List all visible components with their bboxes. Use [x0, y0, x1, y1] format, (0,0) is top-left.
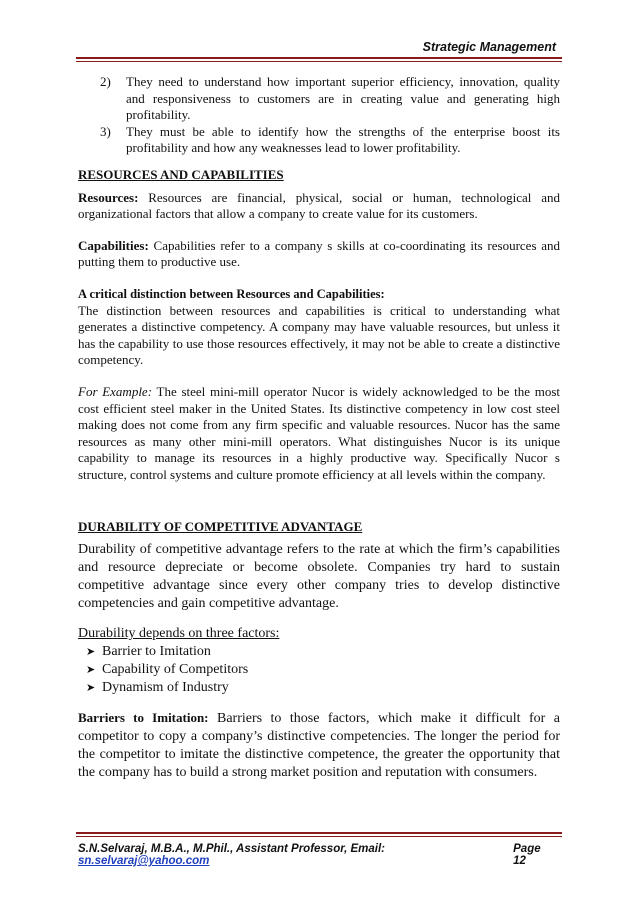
- footer: [78, 843, 556, 867]
- barriers-paragraph: [78, 709, 560, 782]
- list-text: They must be able to identify how the strengths of the enterprise boost its profitability and how any weaknesses lead to lower profitability.: [126, 123, 560, 156]
- factor-text: Barrier to Imitation: [102, 644, 211, 660]
- email-link[interactable]: sn.selvaraj@yahoo.com: [78, 855, 210, 867]
- header-title: Strategic Management: [422, 40, 556, 54]
- list-item: [100, 123, 560, 157]
- list-item: [86, 679, 560, 697]
- barriers-label: Barriers to Imitation:: [78, 710, 209, 726]
- example-label: For Example:: [78, 383, 153, 399]
- list-number: 3): [100, 123, 111, 139]
- example-paragraph: [78, 384, 560, 484]
- distinction-paragraph: The distinction between resources and capabilities is critical to understanding what generates a distinctive competency. A company may have valuable resources, but unless it has the capability to use those resources effectively, it may not be able to create a distinctive competency.: [78, 302, 560, 368]
- capabilities-text: Capabilities refer to a company s skills at co-coordinating its resources and putting them to productive use.: [78, 237, 560, 270]
- page-number: Page 12: [513, 843, 541, 867]
- capabilities-paragraph: [78, 238, 560, 271]
- arrow-bullet-icon: ➤: [86, 646, 96, 659]
- intro-list: [100, 74, 560, 157]
- factors-list: [78, 643, 560, 697]
- durability-paragraph: Durability of competitive advantage refers to the rate at which the firm’s capabilities and resource depreciate or become obsolete. Companies try hard to sustain competitive advantage since every other company tries to develop distinctive competencies and gain competitive advantage.: [78, 542, 560, 612]
- footer-rule: [76, 832, 562, 834]
- list-number: 2): [100, 74, 111, 89]
- list-item: [86, 643, 560, 661]
- factor-text: Dynamism of Industry: [102, 680, 229, 696]
- example-text: The steel mini-mill operator Nucor is widely acknowledged to be the most cost efficient steel maker in the United States. Its distinctive competency in low cost steel making does not come from any firm specific and valuable resources. Nucor has the same resources as many other mini-mill operators. What distinguishes Nucor is its unique capability to manage its resources in a highly productive way. Specifically Nucor s structure, control systems and culture promote efficiency at all levels within the company.: [78, 383, 561, 482]
- list-item: [86, 661, 560, 679]
- list-text: They need to understand how important superior efficiency, innovation, quality and responsiveness to customers are in creating value and generating high profitability.: [126, 74, 560, 123]
- section-heading-resources: RESOURCES AND CAPABILITIES: [78, 166, 284, 182]
- arrow-bullet-icon: ➤: [86, 682, 96, 695]
- capabilities-label: Capabilities:: [78, 237, 149, 253]
- footer-author-text: S.N.Selvaraj, M.B.A., M.Phil., Assistant Professor, Email:: [78, 843, 385, 855]
- barriers-text: Barriers to those factors, which make it difficult for a competitor to copy a company’s distinctive competencies. The longer the period for the competitor to imitate the distinctive competence, the greater the opportunity that the company has to build a strong market position and reputation with consumers.: [78, 711, 560, 781]
- resources-label: Resources:: [78, 189, 139, 205]
- resources-paragraph: [78, 190, 560, 223]
- factors-heading: Durability depends on three factors:: [78, 626, 280, 642]
- arrow-bullet-icon: ➤: [86, 664, 96, 677]
- header-rule-thin: [76, 61, 562, 62]
- footer-author: [78, 843, 513, 867]
- document-body: [78, 74, 560, 782]
- footer-rule-thin: [76, 836, 562, 837]
- list-item: [100, 74, 560, 124]
- section-heading-durability: DURABILITY OF COMPETITIVE ADVANTAGE: [78, 519, 363, 535]
- distinction-heading: A critical distinction between Resources and Capabilities:: [78, 286, 385, 301]
- resources-text: Resources are financial, physical, social or human, technological and organizational factors that allow a company to create value for its customers.: [78, 189, 560, 222]
- factor-text: Capability of Competitors: [102, 662, 249, 678]
- header-rule: [76, 57, 562, 59]
